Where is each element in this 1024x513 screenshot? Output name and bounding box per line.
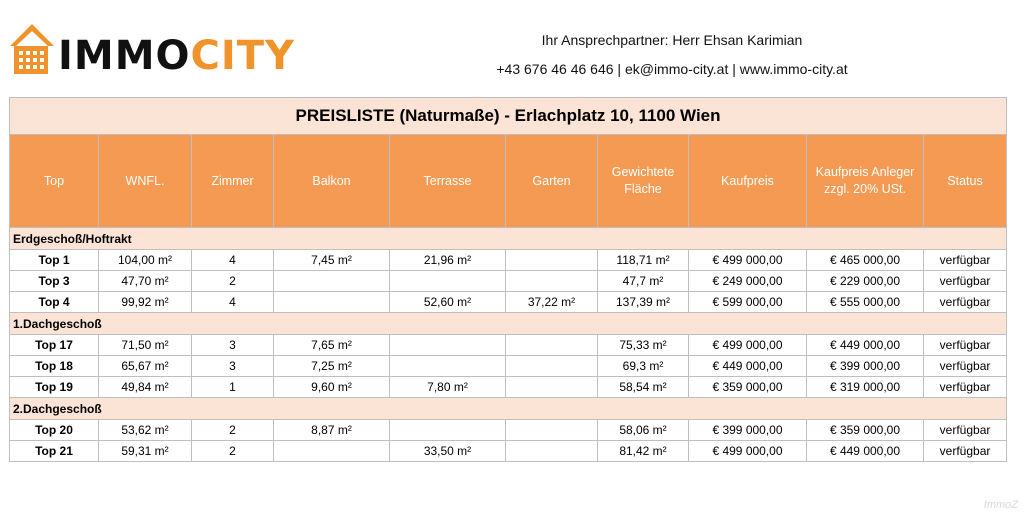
cell-wnfl: 59,31 m² xyxy=(99,441,192,462)
cell-status: verfügbar xyxy=(924,335,1007,356)
cell-garten xyxy=(506,335,598,356)
cell-kaufpreis: € 499 000,00 xyxy=(689,335,807,356)
cell-anleger: € 449 000,00 xyxy=(807,441,924,462)
cell-flaeche: 58,54 m² xyxy=(598,377,689,398)
price-list-table xyxy=(9,97,1007,462)
cell-kaufpreis: € 499 000,00 xyxy=(689,441,807,462)
header-balkon: Balkon xyxy=(274,135,390,228)
cell-kaufpreis: € 599 000,00 xyxy=(689,292,807,313)
cell-flaeche: 81,42 m² xyxy=(598,441,689,462)
cell-kaufpreis: € 359 000,00 xyxy=(689,377,807,398)
cell-top: Top 21 xyxy=(10,441,99,462)
section-label: 1.Dachgeschoß xyxy=(10,313,1007,335)
company-logo xyxy=(8,20,295,80)
cell-anleger: € 465 000,00 xyxy=(807,250,924,271)
cell-terrasse: 52,60 m² xyxy=(390,292,506,313)
cell-balkon: 8,87 m² xyxy=(274,420,390,441)
cell-flaeche: 58,06 m² xyxy=(598,420,689,441)
cell-flaeche: 47,7 m² xyxy=(598,271,689,292)
table-title-row xyxy=(10,98,1007,135)
cell-terrasse: 7,80 m² xyxy=(390,377,506,398)
cell-status: verfügbar xyxy=(924,377,1007,398)
contact-person: Ihr Ansprechpartner: Herr Ehsan Karimian xyxy=(541,32,803,48)
building-icon xyxy=(8,20,56,76)
logo-wordmark xyxy=(58,34,295,78)
cell-wnfl: 65,67 m² xyxy=(99,356,192,377)
cell-anleger: € 555 000,00 xyxy=(807,292,924,313)
cell-balkon: 7,25 m² xyxy=(274,356,390,377)
cell-terrasse: 33,50 m² xyxy=(390,441,506,462)
header-gewichtete-line2: Fläche xyxy=(624,182,662,196)
table-row xyxy=(10,335,1007,356)
cell-garten: 37,22 m² xyxy=(506,292,598,313)
cell-balkon: 7,45 m² xyxy=(274,250,390,271)
cell-status: verfügbar xyxy=(924,356,1007,377)
table-row xyxy=(10,271,1007,292)
cell-balkon: 9,60 m² xyxy=(274,377,390,398)
cell-zimmer: 2 xyxy=(192,271,274,292)
cell-status: verfügbar xyxy=(924,271,1007,292)
cell-anleger: € 449 000,00 xyxy=(807,335,924,356)
cell-zimmer: 4 xyxy=(192,292,274,313)
header-zimmer: Zimmer xyxy=(192,135,274,228)
cell-status: verfügbar xyxy=(924,420,1007,441)
header-gewichtete-line1: Gewichtete xyxy=(611,165,675,179)
cell-top: Top 3 xyxy=(10,271,99,292)
cell-garten xyxy=(506,356,598,377)
cell-top: Top 20 xyxy=(10,420,99,441)
table-row xyxy=(10,356,1007,377)
logo-immo: IMMO xyxy=(58,33,191,79)
cell-garten xyxy=(506,271,598,292)
cell-anleger: € 319 000,00 xyxy=(807,377,924,398)
cell-top: Top 4 xyxy=(10,292,99,313)
watermark: ImmoZ xyxy=(983,499,1018,511)
cell-flaeche: 118,71 m² xyxy=(598,250,689,271)
header-kaufpreis-anleger xyxy=(807,135,924,228)
cell-terrasse xyxy=(390,420,506,441)
cell-flaeche: 69,3 m² xyxy=(598,356,689,377)
cell-terrasse xyxy=(390,356,506,377)
logo-city: CITY xyxy=(190,33,295,79)
header-top: Top xyxy=(10,135,99,228)
cell-anleger: € 229 000,00 xyxy=(807,271,924,292)
cell-terrasse xyxy=(390,271,506,292)
cell-top: Top 1 xyxy=(10,250,99,271)
table-row xyxy=(10,250,1007,271)
cell-garten xyxy=(506,420,598,441)
cell-anleger: € 359 000,00 xyxy=(807,420,924,441)
cell-terrasse xyxy=(390,335,506,356)
cell-wnfl: 47,70 m² xyxy=(99,271,192,292)
cell-balkon xyxy=(274,292,390,313)
cell-zimmer: 4 xyxy=(192,250,274,271)
section-row xyxy=(10,398,1007,420)
cell-garten xyxy=(506,441,598,462)
table-header-row xyxy=(10,135,1007,228)
header-gewichtete-flaeche xyxy=(598,135,689,228)
contact-details: +43 676 46 46 646 | ek@immo-city.at | www.immo-city.at xyxy=(496,61,848,77)
header-terrasse: Terrasse xyxy=(390,135,506,228)
cell-status: verfügbar xyxy=(924,441,1007,462)
header-garten: Garten xyxy=(506,135,598,228)
cell-top: Top 18 xyxy=(10,356,99,377)
cell-wnfl: 53,62 m² xyxy=(99,420,192,441)
table-row xyxy=(10,292,1007,313)
cell-zimmer: 3 xyxy=(192,356,274,377)
header-kaufpreis: Kaufpreis xyxy=(689,135,807,228)
cell-top: Top 19 xyxy=(10,377,99,398)
table-row xyxy=(10,441,1007,462)
cell-anleger: € 399 000,00 xyxy=(807,356,924,377)
cell-kaufpreis: € 399 000,00 xyxy=(689,420,807,441)
cell-kaufpreis: € 249 000,00 xyxy=(689,271,807,292)
table-row xyxy=(10,420,1007,441)
table-row xyxy=(10,377,1007,398)
cell-zimmer: 2 xyxy=(192,441,274,462)
cell-wnfl: 104,00 m² xyxy=(99,250,192,271)
section-row xyxy=(10,228,1007,250)
cell-wnfl: 49,84 m² xyxy=(99,377,192,398)
cell-kaufpreis: € 449 000,00 xyxy=(689,356,807,377)
header-anleger-line2: zzgl. 20% USt. xyxy=(824,182,906,196)
cell-terrasse: 21,96 m² xyxy=(390,250,506,271)
cell-wnfl: 99,92 m² xyxy=(99,292,192,313)
cell-zimmer: 3 xyxy=(192,335,274,356)
header-wnfl: WNFL. xyxy=(99,135,192,228)
cell-top: Top 17 xyxy=(10,335,99,356)
table-title: PREISLISTE (Naturmaße) - Erlachplatz 10, 1100 Wien xyxy=(10,98,1007,135)
section-label: 2.Dachgeschoß xyxy=(10,398,1007,420)
cell-garten xyxy=(506,250,598,271)
cell-status: verfügbar xyxy=(924,292,1007,313)
cell-status: verfügbar xyxy=(924,250,1007,271)
cell-wnfl: 71,50 m² xyxy=(99,335,192,356)
cell-balkon xyxy=(274,441,390,462)
section-label: Erdgeschoß/Hoftrakt xyxy=(10,228,1007,250)
header-status: Status xyxy=(924,135,1007,228)
cell-kaufpreis: € 499 000,00 xyxy=(689,250,807,271)
cell-zimmer: 1 xyxy=(192,377,274,398)
cell-zimmer: 2 xyxy=(192,420,274,441)
cell-flaeche: 75,33 m² xyxy=(598,335,689,356)
cell-flaeche: 137,39 m² xyxy=(598,292,689,313)
cell-balkon xyxy=(274,271,390,292)
section-row xyxy=(10,313,1007,335)
cell-garten xyxy=(506,377,598,398)
header-anleger-line1: Kaufpreis Anleger xyxy=(815,165,915,179)
cell-balkon: 7,65 m² xyxy=(274,335,390,356)
